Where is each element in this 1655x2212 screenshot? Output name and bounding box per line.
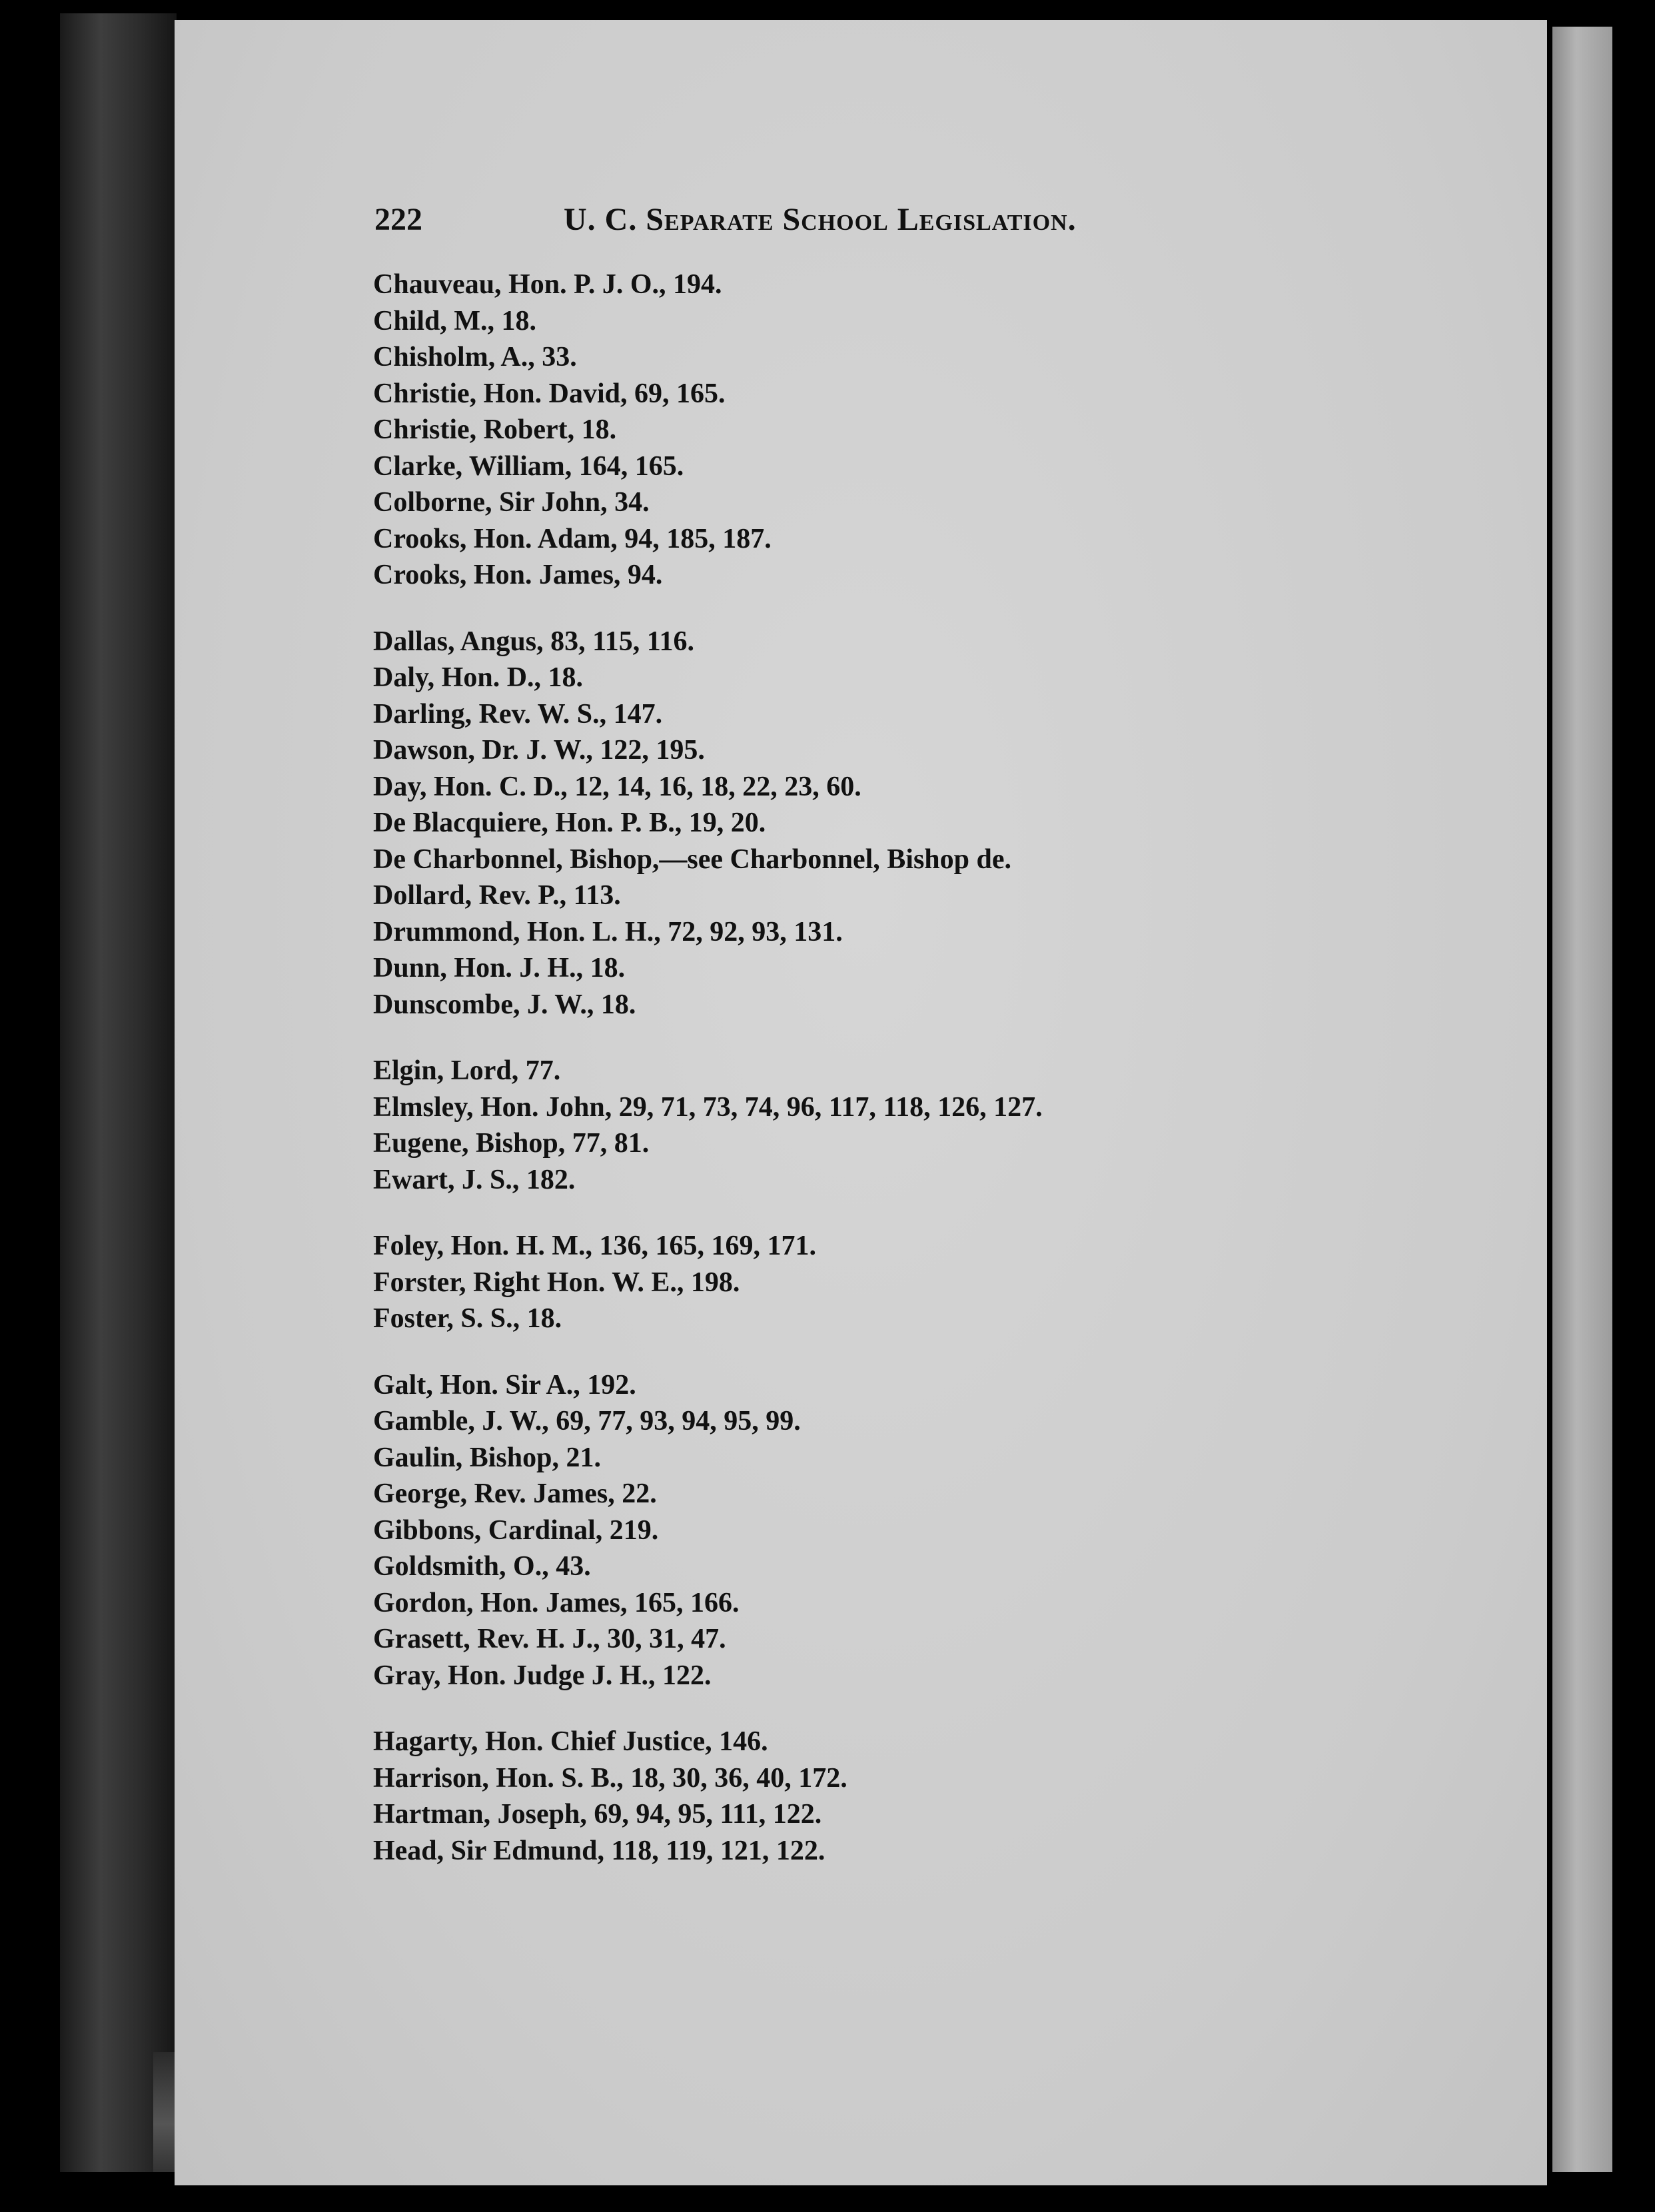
- page-header: [374, 201, 1187, 241]
- index-entry: Eugene, Bishop, 77, 81.: [373, 1128, 650, 1159]
- index-entry: Ewart, J. S., 182.: [373, 1164, 576, 1195]
- index-entry: Daly, Hon. D., 18.: [373, 662, 584, 693]
- index-entry: Foster, S. S., 18.: [373, 1303, 562, 1334]
- index-entry: Forster, Right Hon. W. E., 198.: [373, 1267, 740, 1298]
- index-entry: Drummond, Hon. L. H., 72, 92, 93, 131.: [373, 916, 843, 947]
- index-entry: De Blacquiere, Hon. P. B., 19, 20.: [373, 808, 766, 838]
- index-entry: Hagarty, Hon. Chief Justice, 146.: [373, 1726, 768, 1757]
- group-separator: [373, 594, 1506, 624]
- page-number: 222: [374, 202, 422, 237]
- index-entry: Foley, Hon. H. M., 136, 165, 169, 171.: [373, 1231, 816, 1261]
- index-group: [373, 1724, 1506, 1869]
- index-entry: Child, M., 18.: [373, 305, 537, 336]
- index-entry: Dunscombe, J. W., 18.: [373, 989, 636, 1020]
- group-separator: [373, 1694, 1506, 1724]
- index-group: [373, 1053, 1506, 1198]
- index-entry: Elgin, Lord, 77.: [373, 1055, 561, 1086]
- index-entry: Head, Sir Edmund, 118, 119, 121, 122.: [373, 1835, 826, 1866]
- index-entry: Gray, Hon. Judge J. H., 122.: [373, 1660, 712, 1691]
- index-group: [373, 1367, 1506, 1694]
- index-entry: Hartman, Joseph, 69, 94, 95, 111, 122.: [373, 1799, 822, 1830]
- index-entry: Elmsley, Hon. John, 29, 71, 73, 74, 96, 117, 118, 126, 127.: [373, 1091, 1043, 1123]
- index-entry: Gordon, Hon. James, 165, 166.: [373, 1587, 740, 1618]
- running-title: U. C. Separate School Legislation.: [564, 202, 1077, 237]
- torn-page-edge: [1552, 27, 1612, 2172]
- index-entry: Harrison, Hon. S. B., 18, 30, 36, 40, 172.: [373, 1762, 847, 1794]
- group-separator: [373, 1337, 1506, 1367]
- index-entry: Christie, Robert, 18.: [373, 414, 617, 445]
- index-entry: Dollard, Rev. P., 113.: [373, 880, 621, 911]
- index-entry: Clarke, William, 164, 165.: [373, 450, 684, 482]
- index-entry: Gibbons, Cardinal, 219.: [373, 1514, 659, 1546]
- index-entry: Day, Hon. C. D., 12, 14, 16, 18, 22, 23, 60.: [373, 771, 861, 802]
- index-entry: Galt, Hon. Sir A., 192.: [373, 1369, 636, 1400]
- book-binding: [60, 13, 177, 2172]
- index-entry: Chauveau, Hon. P. J. O., 194.: [373, 269, 722, 300]
- index-group: [373, 624, 1506, 1023]
- index-entry: Dallas, Angus, 83, 115, 116.: [373, 626, 694, 657]
- index-entry: Crooks, Hon. James, 94.: [373, 560, 663, 590]
- index-entry: Gamble, J. W., 69, 77, 93, 94, 95, 99.: [373, 1406, 801, 1436]
- index-entry: De Charbonnel, Bishop,—see Charbonnel, Bishop de.: [373, 843, 1012, 875]
- index-entry: Chisholm, A., 33.: [373, 342, 577, 372]
- index-entry: Dunn, Hon. J. H., 18.: [373, 953, 626, 983]
- index-entry: George, Rev. James, 22.: [373, 1478, 657, 1509]
- index-entry: Gaulin, Bishop, 21.: [373, 1442, 601, 1473]
- index-group: [373, 1228, 1506, 1337]
- index-group: [373, 267, 1506, 594]
- index-entry: Darling, Rev. W. S., 147.: [373, 698, 663, 730]
- group-separator: [373, 1023, 1506, 1053]
- index-entry: Dawson, Dr. J. W., 122, 195.: [373, 735, 705, 766]
- index-entry: Goldsmith, O., 43.: [373, 1551, 591, 1582]
- index-entry: Colborne, Sir John, 34.: [373, 487, 650, 518]
- index-entry: Christie, Hon. David, 69, 165.: [373, 378, 726, 409]
- group-separator: [373, 1198, 1506, 1228]
- index-entries: [373, 267, 1506, 1869]
- index-entry: Crooks, Hon. Adam, 94, 185, 187.: [373, 523, 772, 554]
- index-entry: Grasett, Rev. H. J., 30, 31, 47.: [373, 1624, 726, 1654]
